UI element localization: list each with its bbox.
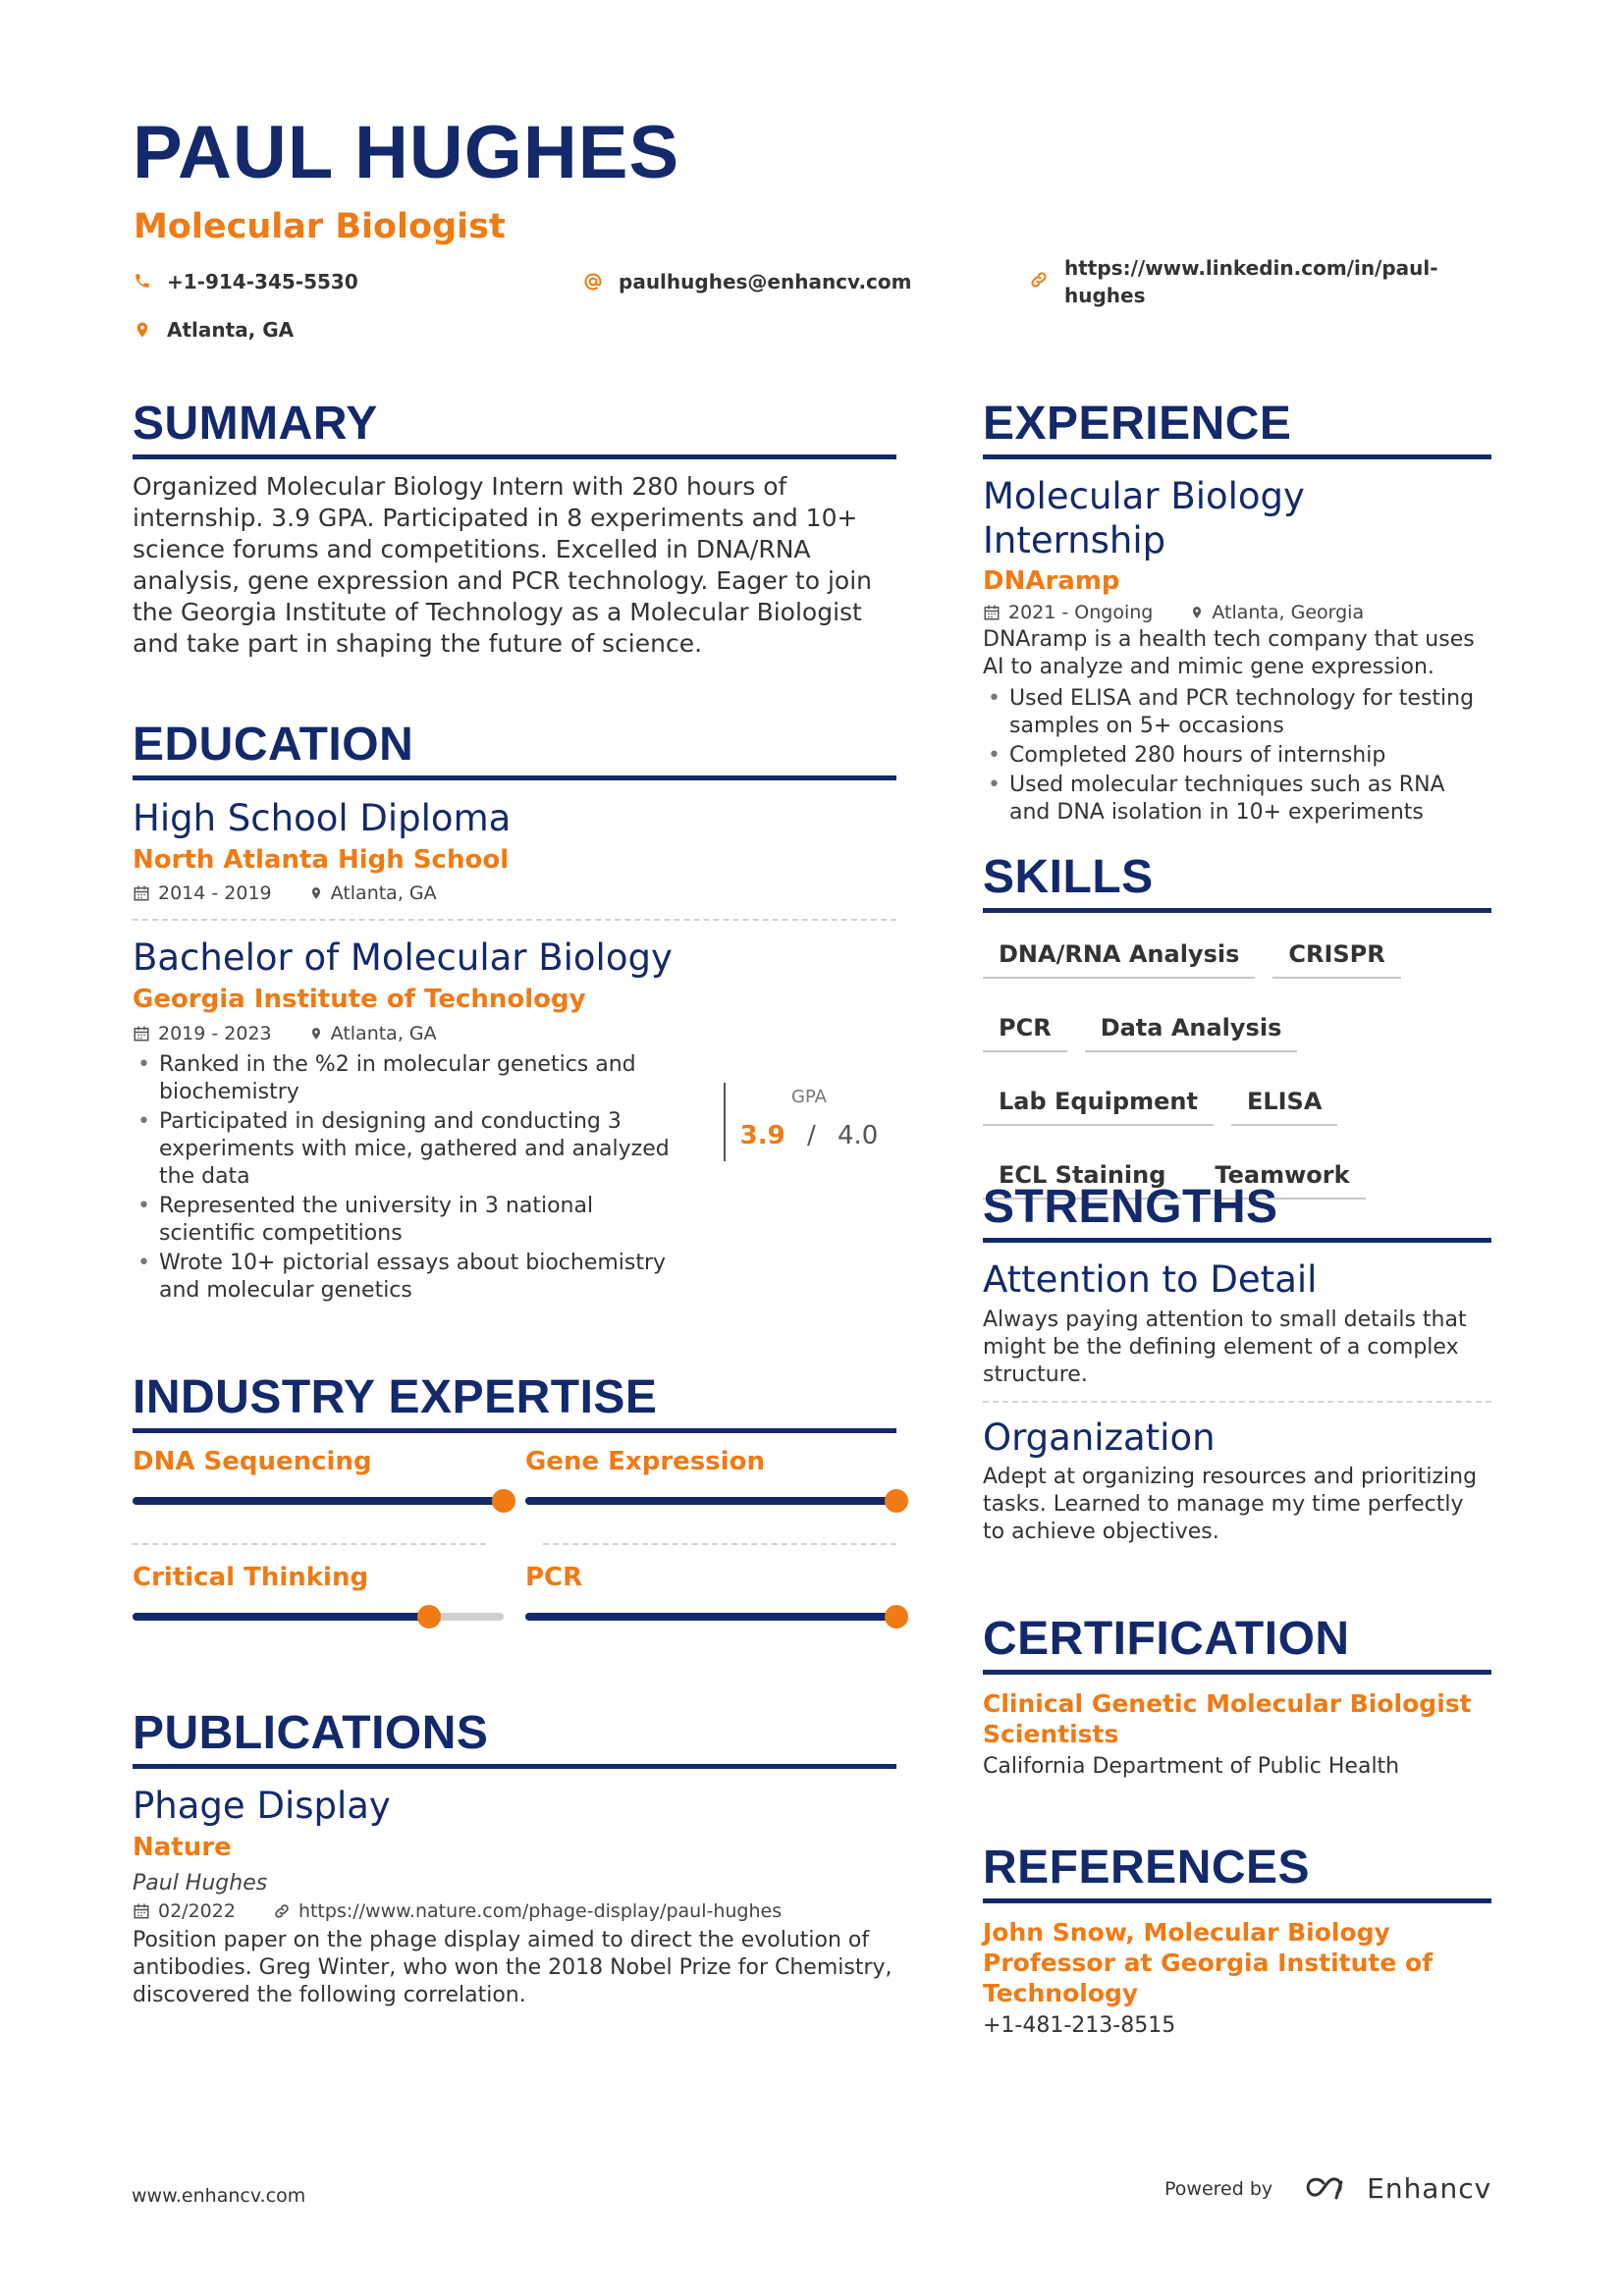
school-name: North Atlanta High School (133, 844, 510, 875)
list-item: • Ranked in the %2 in molecular genetics and biochemistry (133, 1051, 682, 1106)
experience-bullets (983, 685, 1491, 827)
company-description: DNAramp is a health tech company that uses AI to analyze and mimic gene expression. (983, 626, 1475, 679)
strengths-heading: STRENGTHS (983, 1180, 1491, 1243)
expertise-label: Critical Thinking (133, 1563, 369, 1592)
degree-title: High School Diploma (133, 797, 512, 840)
degree-title: Bachelor of Molecular Biology (133, 936, 673, 980)
publication-meta (133, 1897, 896, 1925)
gpa-max: 4.0 (838, 1121, 879, 1151)
experience-heading: EXPERIENCE (983, 397, 1491, 459)
skill-tag: Lab Equipment (983, 1082, 1214, 1126)
skill-tag: CRISPR (1272, 934, 1400, 979)
skills-heading: SKILLS (983, 850, 1491, 913)
enhancv-logo-icon (1302, 2175, 1355, 2203)
strengths-section (983, 1180, 1491, 1546)
certification-name: Clinical Genetic Molecular Biologist Scientists (983, 1689, 1472, 1749)
divider (133, 919, 896, 921)
certification-heading: CERTIFICATION (983, 1612, 1491, 1675)
reference-name: John Snow, Molecular Biology Professor at Georgia Institute of Technology (983, 1918, 1434, 2008)
references-heading: REFERENCES (983, 1841, 1491, 1903)
experience-meta (983, 599, 1491, 626)
skills-list (983, 934, 1493, 1200)
education-location: Atlanta, GA (330, 882, 437, 905)
divider (133, 1543, 486, 1545)
education-item (133, 797, 896, 907)
education-dates: 2014 - 2019 (158, 882, 272, 905)
education-heading: EDUCATION (133, 718, 896, 780)
gpa-label: GPA (791, 1087, 827, 1108)
publication-journal: Nature (133, 1832, 232, 1862)
publication-description: Position paper on the phage display aimed to direct the evolution of antibodies. Greg Winter, who won the 2018 Nobel Prize for Chemistry, discovered the following correlation. (133, 1928, 893, 2008)
phone-contact (134, 268, 358, 295)
gpa-block (726, 1087, 893, 1151)
school-name: Georgia Institute of Technology (133, 984, 586, 1014)
candidate-title: Molecular Biologist (134, 207, 506, 246)
strength-title: Attention to Detail (983, 1258, 1318, 1302)
expertise-bar (525, 1613, 896, 1621)
skills-section (983, 850, 1491, 913)
education-bullets (133, 1051, 682, 1305)
gpa-score (726, 1121, 893, 1151)
publication-author: Paul Hughes (133, 1871, 268, 1896)
strength-item (983, 1258, 1491, 1388)
skill-tag: DNA/RNA Analysis (983, 934, 1255, 979)
powered-by-text: Powered by (1164, 2177, 1273, 2200)
location-text: Atlanta, GA (167, 318, 295, 342)
list-item: • Participated in designing and conducting 3 experiments with mice, gathered and analyzed the data (133, 1108, 682, 1191)
publication-title: Phage Display (133, 1785, 391, 1828)
certification-section (983, 1612, 1491, 1781)
footer-website[interactable]: www.enhancv.com (132, 2185, 306, 2207)
summary-section (133, 397, 896, 660)
strength-title: Organization (983, 1415, 1216, 1459)
publications-heading: PUBLICATIONS (133, 1706, 896, 1769)
education-dates: 2019 - 2023 (158, 1022, 272, 1044)
skill-tag: ECL Staining (983, 1155, 1181, 1200)
location-pin-icon (1190, 604, 1204, 621)
expertise-bar (133, 1497, 504, 1505)
enhancv-logo[interactable] (1302, 2172, 1492, 2205)
gpa-separator: / (806, 1121, 816, 1151)
reference-phone: +1-481-213-8515 (983, 2013, 1176, 2039)
strength-text: Adept at organizing resources and prioritizing tasks. Learned to manage my time perfectly to achieve objectives. (983, 1464, 1478, 1544)
list-item: • Used ELISA and PCR technology for testing samples on 5+ occasions (983, 685, 1491, 740)
linkedin-contact (1029, 254, 1438, 309)
divider (543, 1543, 896, 1545)
publications-section (133, 1706, 896, 2009)
level-knob (885, 1605, 908, 1629)
location-pin-icon (309, 884, 323, 902)
phone-icon (134, 272, 151, 290)
skill-tag: Teamwork (1199, 1155, 1365, 1200)
experience-dates: 2021 - Ongoing (1008, 601, 1154, 623)
expertise-label: PCR (525, 1563, 583, 1592)
skill-tag: Data Analysis (1085, 1008, 1298, 1052)
education-meta (133, 1020, 896, 1047)
location-contact (134, 316, 294, 344)
references-section (983, 1841, 1491, 2040)
expertise-label: DNA Sequencing (133, 1447, 372, 1476)
certification-issuer: California Department of Public Health (983, 1754, 1400, 1780)
level-knob (417, 1605, 441, 1629)
education-meta (133, 880, 896, 907)
experience-item (983, 475, 1491, 827)
publication-date: 02/2022 (158, 1900, 236, 1923)
skill-tag: PCR (983, 1008, 1067, 1052)
calendar-icon (133, 1025, 150, 1042)
location-pin-icon (134, 320, 151, 340)
calendar-icon (983, 604, 1001, 621)
expertise-bar (133, 1613, 504, 1621)
candidate-name: PAUL HUGHES (133, 111, 680, 194)
role-title: Molecular Biology Internship (983, 475, 1305, 561)
calendar-icon (133, 1902, 150, 1920)
level-knob (885, 1489, 908, 1513)
gpa-value: 3.9 (739, 1121, 785, 1151)
footer-powered-by (1164, 2172, 1492, 2205)
email-text[interactable]: paulhughes@enhancv.com (619, 270, 912, 294)
list-item: • Represented the university in 3 national scientific competitions (133, 1193, 682, 1248)
strength-item (983, 1416, 1491, 1546)
calendar-icon (133, 884, 150, 902)
education-section (133, 718, 896, 1307)
list-item: • Completed 280 hours of internship (983, 742, 1491, 770)
education-item (133, 936, 896, 1304)
link-icon (273, 1902, 291, 1920)
strength-text: Always paying attention to small details that might be the defining element of a complex structure. (983, 1307, 1467, 1387)
brand-name: Enhancv (1367, 2172, 1492, 2205)
summary-heading: SUMMARY (133, 397, 896, 459)
expertise-section (133, 1370, 896, 1433)
expertise-heading: INDUSTRY EXPERTISE (133, 1370, 896, 1433)
email-contact (583, 268, 911, 295)
experience-section (983, 397, 1491, 828)
phone-text[interactable]: +1-914-345-5530 (167, 270, 358, 294)
linkedin-link[interactable]: https://www.linkedin.com/in/paul- hughes (1064, 256, 1438, 307)
experience-location: Atlanta, Georgia (1212, 601, 1365, 623)
publication-url[interactable]: https://www.nature.com/phage-display/paul-hughes (298, 1900, 783, 1923)
skill-tag: ELISA (1231, 1082, 1337, 1126)
list-item: • Wrote 10+ pictorial essays about biochemistry and molecular genetics (133, 1250, 682, 1305)
level-knob (492, 1489, 515, 1513)
summary-text: Organized Molecular Biology Intern with 280 hours of internship. 3.9 GPA. Participated in 8 experiments and 10+ science forums and competitions. Excelled in DNA/RNA analysis, gene expression and PCR technology. Eager to join the Georgia Institute of Technology as a Molecular Biologist and take part in shaping the future of science. (133, 472, 872, 659)
company-name: DNAramp (983, 565, 1120, 596)
publication-item (133, 1785, 896, 2009)
at-icon (583, 272, 603, 292)
expertise-label: Gene Expression (525, 1447, 766, 1476)
location-pin-icon (309, 1025, 323, 1042)
education-location: Atlanta, GA (330, 1022, 437, 1044)
list-item: • Used molecular techniques such as RNA and DNA isolation in 10+ experiments (983, 772, 1491, 827)
link-icon (1029, 270, 1049, 290)
expertise-bar (525, 1497, 896, 1505)
divider (983, 1401, 1491, 1403)
